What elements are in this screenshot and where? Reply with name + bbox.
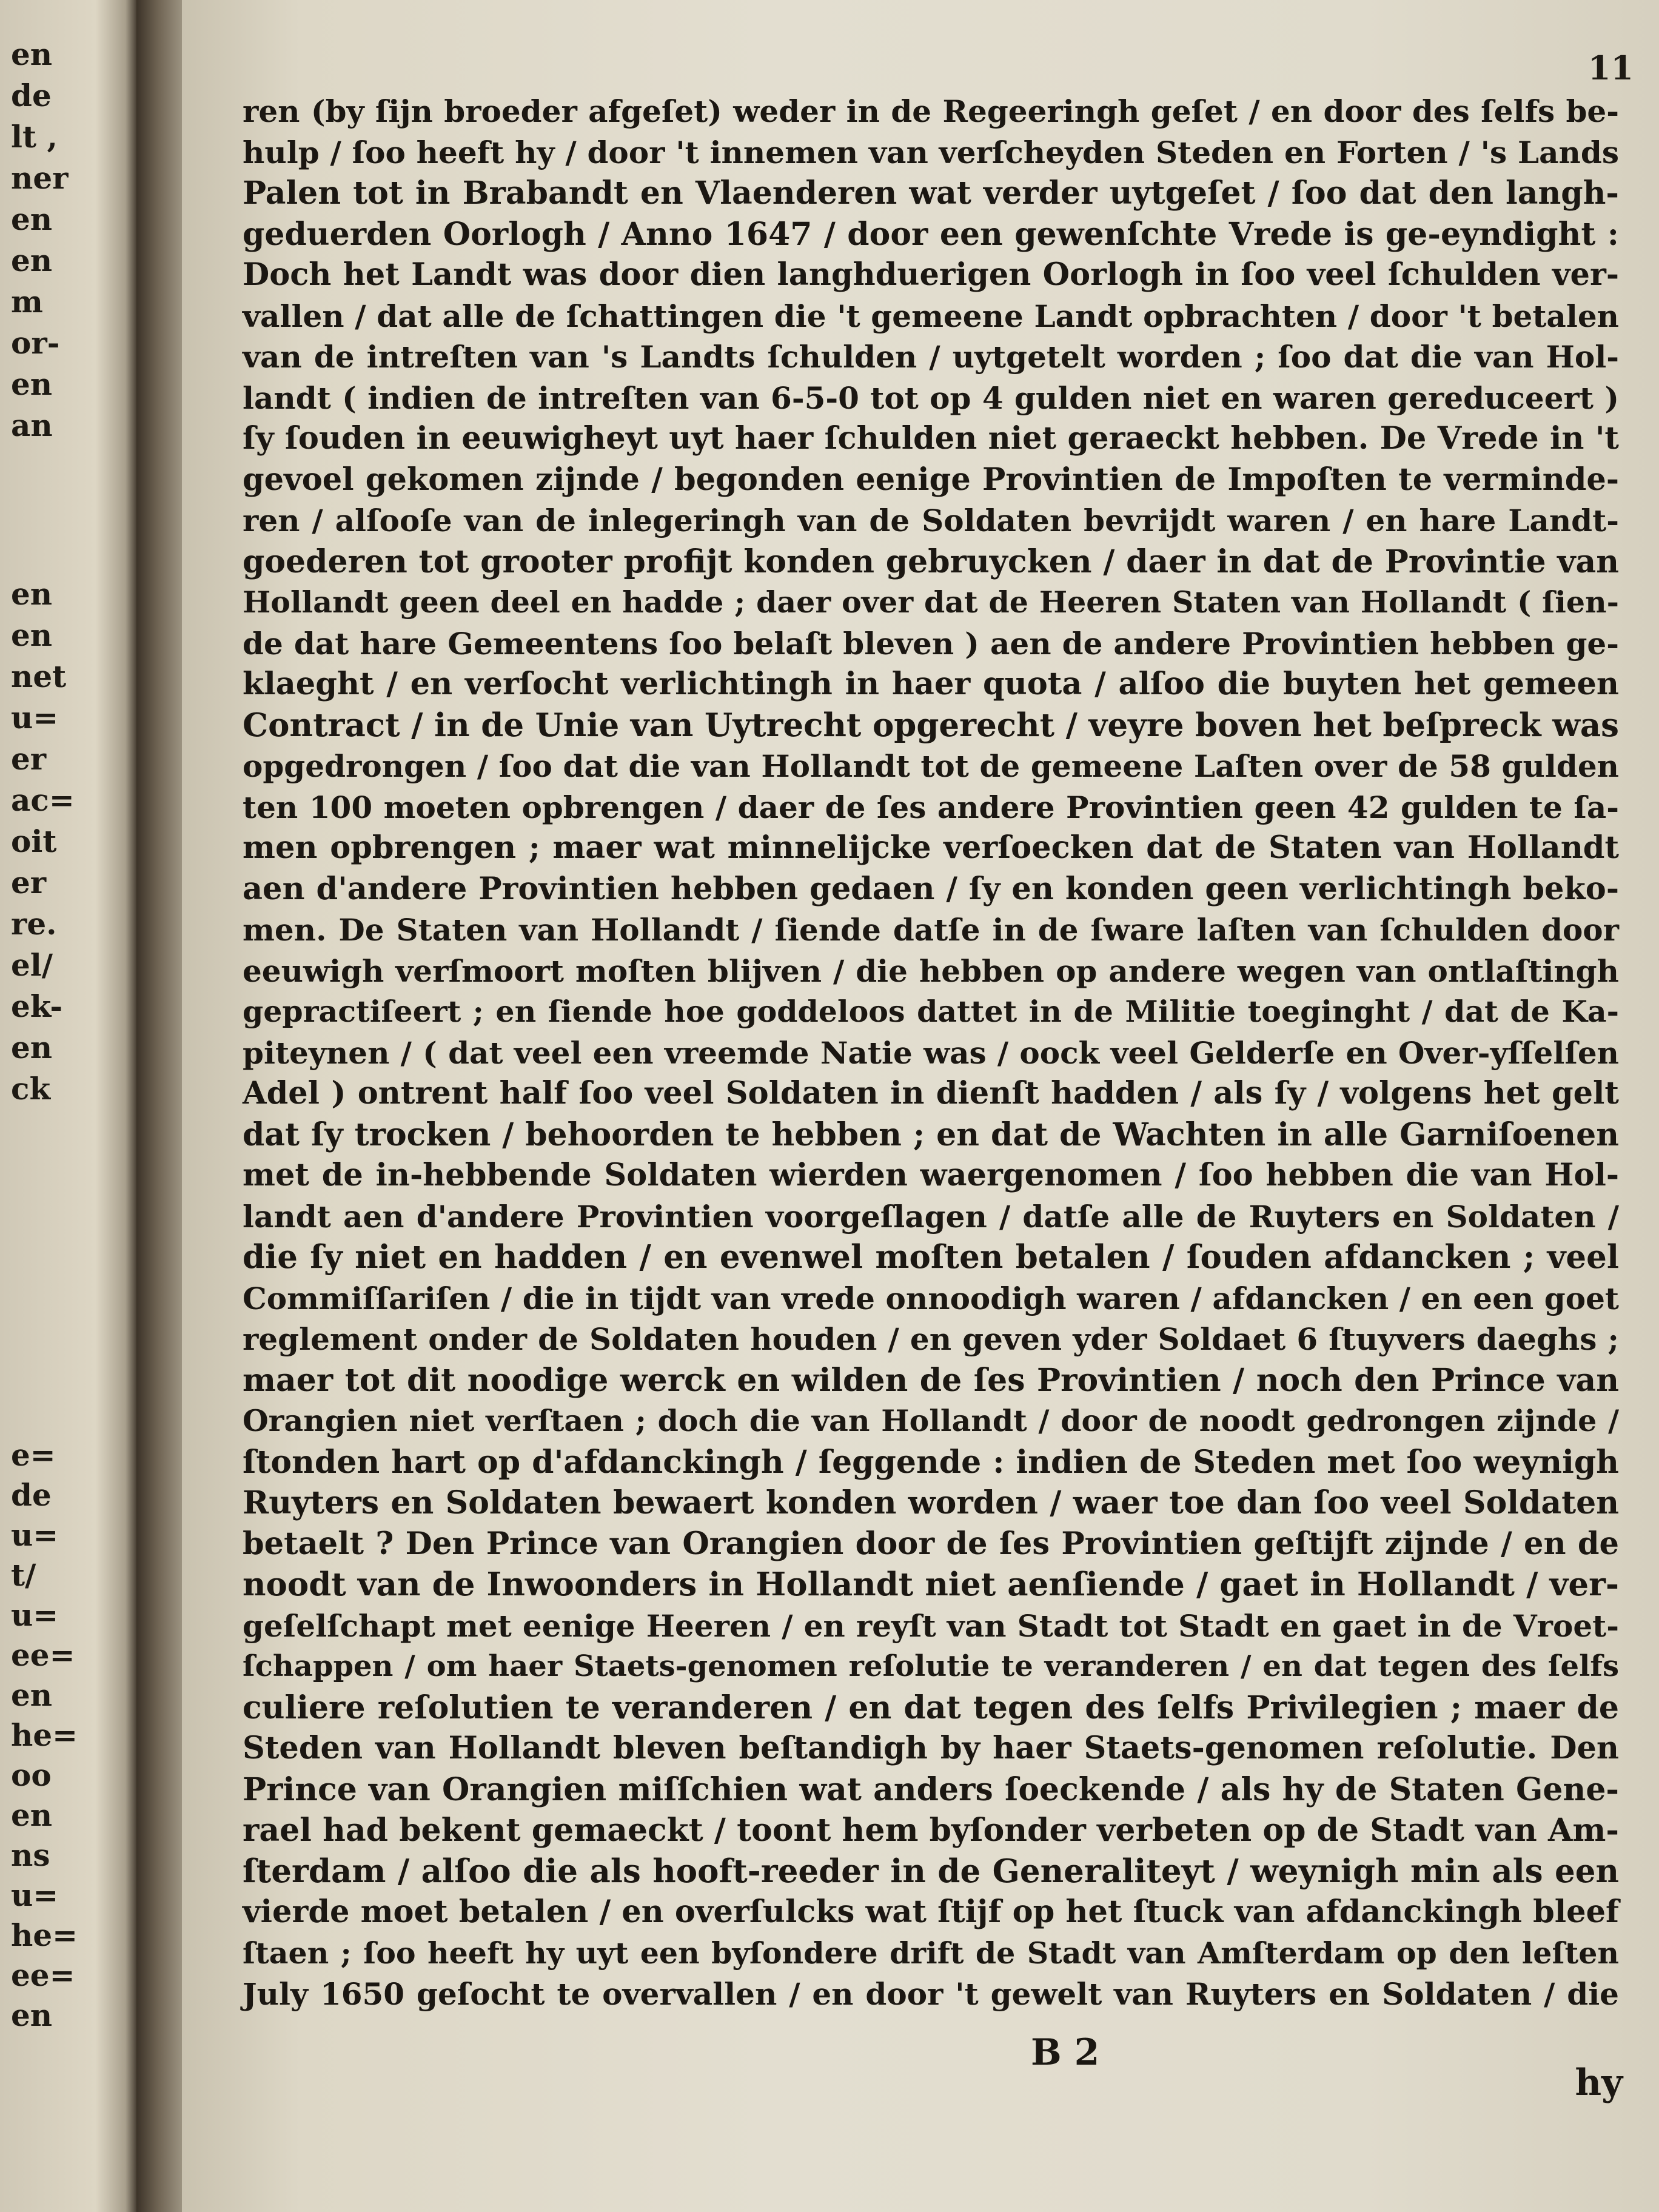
- text-line: rael had bekent gemaeckt / toont hem byſonder verbeten op de Stadt van Am-: [243, 1812, 1619, 1849]
- left-margin-fragment: el/: [11, 947, 53, 983]
- left-margin-fragment: lt ,: [11, 119, 58, 155]
- left-margin-fragment: en: [11, 1677, 53, 1713]
- left-margin-fragment: ner: [11, 160, 69, 196]
- text-line: gepractiſeert ; en ſiende hoe goddeloos dattet in de Militie toeginght / dat de Ka-: [243, 994, 1619, 1029]
- text-line: Orangien niet verſtaen ; doch die van Hollandt / door de noodt gedrongen zijnde /: [243, 1403, 1619, 1438]
- left-margin-fragment: er: [11, 741, 47, 777]
- left-margin-fragment: en: [11, 201, 53, 237]
- left-margin-fragment: en: [11, 1997, 53, 2033]
- text-line: July 1650 geſocht te overvallen / en door 't gewelt van Ruyters en Soldaten / die: [243, 1976, 1619, 2012]
- left-margin-fragment: en: [11, 36, 53, 72]
- left-margin-fragment: en: [11, 617, 53, 653]
- left-margin-fragment: en: [11, 1797, 53, 1833]
- left-margin-fragment: er: [11, 865, 47, 900]
- text-line: ren / alſooſe van de inlegeringh van de Soldaten bevrijdt waren / en hare Landt-: [243, 503, 1619, 538]
- text-line: Steden van Hollandt bleven beſtandigh by haer Staets-genomen reſolutie. Den: [243, 1730, 1619, 1766]
- text-line: geduerden Oorlogh / Anno 1647 / door een gewenſchte Vrede is ge-eyndight :: [243, 215, 1619, 253]
- left-margin-fragment: he=: [11, 1717, 78, 1753]
- left-page-edge: [0, 0, 136, 2212]
- left-margin-fragment: en: [11, 1030, 53, 1065]
- text-line: betaelt ? Den Prince van Orangien door de ſes Provintien geſtijft zijnde / en de: [243, 1525, 1619, 1562]
- left-margin-fragment: ns: [11, 1837, 50, 1873]
- text-line: vallen / dat alle de ſchattingen die 't gemeene Landt opbrachten / door 't betalen: [243, 298, 1619, 334]
- text-line: van de intreſten van 's Landts ſchulden / uytgetelt worden ; ſoo dat die van Hol-: [243, 339, 1619, 375]
- left-margin-fragment: u=: [11, 1597, 59, 1633]
- text-line: met de in-hebbende Soldaten wierden waergenomen / ſoo hebben die van Hol-: [243, 1157, 1619, 1193]
- text-line: aen d'andere Provintien hebben gedaen / ſy en konden geen verlichtingh beko-: [243, 870, 1619, 907]
- left-margin-fragment: an: [11, 407, 53, 443]
- text-line: Commiſſariſen / die in tijdt van vrede onnoodigh waren / afdancken / en een goet: [243, 1280, 1619, 1316]
- text-line: geſelſchapt met eenige Heeren / en reyſt van Stadt tot Stadt en gaet in de Vroet-: [243, 1607, 1619, 1644]
- left-margin-fragment: ck: [11, 1071, 51, 1107]
- text-line: gevoel gekomen zijnde / begonden eenige Provintien de Impoſten te verminde-: [243, 461, 1619, 498]
- text-line: ſtonden hart op d'afdanckingh / ſeggende : indien de Steden met ſoo weynigh: [243, 1443, 1619, 1481]
- text-line: goederen tot grooter profijt konden gebruycken / daer in dat de Provintie van: [243, 543, 1619, 580]
- catchword: hy: [1575, 2062, 1623, 2104]
- left-margin-fragment: oit: [11, 823, 57, 859]
- text-line: eeuwigh verſmoort moſten blijven / die hebben op andere wegen van ontlaſtingh: [243, 953, 1619, 989]
- left-margin-fragment: ee=: [11, 1957, 75, 1993]
- text-line: hulp / ſoo heeft hy / door 't innemen van verſcheyden Steden en Forten / 's Lands: [243, 134, 1619, 170]
- text-line: ſchappen / om haer Staets-genomen reſolutie te veranderen / en dat tegen des ſelfs: [243, 1649, 1619, 1683]
- text-line: reglement onder de Soldaten houden / en geven yder Soldaet 6 ſtuyvers daeghs ;: [243, 1321, 1619, 1357]
- right-page: [182, 0, 1659, 2212]
- text-line: dat ſy trocken / behoorden te hebben ; en dat de Wachten in alle Garniſoenen: [243, 1116, 1619, 1153]
- text-line: landt ( indien de intreſten van 6-5-0 tot op 4 gulden niet en waren gereduceert ): [243, 380, 1619, 416]
- text-line: Doch het Landt was door dien langhduerigen Oorlogh in ſoo veel ſchulden ver-: [243, 256, 1619, 293]
- left-margin-fragment: u=: [11, 1877, 59, 1913]
- left-margin-fragment: oo: [11, 1757, 52, 1793]
- text-line: vierde moet betalen / en overſulcks wat ſtijf op het ſtuck van afdanckingh bleef: [243, 1894, 1619, 1930]
- text-line: Hollandt geen deel en hadde ; daer over dat de Heeren Staten van Hollandt ( ſien-: [243, 585, 1619, 620]
- left-margin-fragment: en: [11, 366, 53, 402]
- text-line: de dat hare Gemeentens ſoo belaſt bleven ) aen de andere Provintien hebben ge-: [243, 625, 1619, 662]
- left-margin-fragment: en: [11, 243, 53, 278]
- text-line: ſterdam / alſoo die als hooft-reeder in de Generaliteyt / weynigh min als een: [243, 1852, 1619, 1890]
- text-line: ren (by ſijn broeder afgeſet) weder in de Regeeringh geſet / en door des ſelfs be-: [243, 93, 1619, 129]
- left-margin-fragment: en: [11, 576, 53, 612]
- left-margin-fragment: de: [11, 1477, 52, 1513]
- left-margin-fragment: he=: [11, 1917, 78, 1953]
- text-line: Prince van Orangien miſſchien wat anders ſoeckende / als hy de Staten Gene-: [243, 1771, 1619, 1808]
- page-number: 11: [1587, 49, 1634, 87]
- left-margin-fragment: m: [11, 284, 43, 320]
- left-margin-fragment: e=: [11, 1437, 56, 1473]
- text-line: ſtaen ; ſoo heeft hy uyt een byſondere drift de Stadt van Amſterdam op den leſten: [243, 1935, 1619, 1971]
- text-line: opgedrongen / ſoo dat die van Hollandt tot de gemeene Laſten over de 58 gulden: [243, 748, 1619, 784]
- left-margin-fragment: re.: [11, 906, 57, 942]
- left-margin-fragment: net: [11, 659, 67, 694]
- left-margin-fragment: u=: [11, 1517, 59, 1553]
- left-margin-fragment: de: [11, 78, 52, 113]
- left-margin-fragment: t/: [11, 1557, 36, 1593]
- text-line: culiere reſolutien te veranderen / en dat tegen des ſelfs Privilegien ; maer de: [243, 1689, 1619, 1726]
- signature-mark: B 2: [1031, 2031, 1100, 2074]
- text-line: piteynen / ( dat veel een vreemde Natie was / oock veel Gelderſe en Over-yſſelſen: [243, 1034, 1619, 1071]
- text-line: men. De Staten van Hollandt / ſiende datſe in de ſware laſten van ſchulden door: [243, 912, 1619, 948]
- text-line: die ſy niet en hadden / en evenwel moſten betalen / ſouden afdancken ; veel: [243, 1238, 1619, 1276]
- body-text: [243, 91, 1619, 2015]
- text-line: Adel ) ontrent half ſoo veel Soldaten in dienſt hadden / als ſy / volgens het gelt: [243, 1075, 1619, 1111]
- text-line: Palen tot in Brabandt en Vlaenderen wat verder uytgeſet / ſoo dat den langh-: [243, 175, 1619, 212]
- text-line: men opbrengen ; maer wat minnelijcke verſoecken dat de Staten van Hollandt: [243, 830, 1619, 866]
- text-line: ſy ſouden in eeuwigheyt uyt haer ſchulden niet geraeckt hebben. De Vrede in 't: [243, 420, 1619, 457]
- text-line: ten 100 moeten opbrengen / daer de ſes andere Provintien geen 42 gulden te ſa-: [243, 789, 1619, 825]
- left-margin-fragment: ee=: [11, 1637, 75, 1673]
- left-margin-fragment: ac=: [11, 782, 75, 818]
- text-line: maer tot dit noodige werck en wilden de ſes Provintien / noch den Prince van: [243, 1361, 1619, 1399]
- text-line: klaeght / en verſocht verlichtingh in haer quota / alſoo die buyten het gemeen: [243, 666, 1619, 702]
- left-margin-fragment: ek-: [11, 988, 63, 1024]
- text-line: landt aen d'andere Provintien voorgeſlagen / datſe alle de Ruyters en Soldaten /: [243, 1198, 1619, 1235]
- text-line: Ruyters en Soldaten bewaert konden worden / waer toe dan ſoo veel Soldaten: [243, 1484, 1619, 1521]
- text-line: Contract / in de Unie van Uytrecht opgerecht / veyre boven het beſpreck was: [243, 706, 1619, 744]
- left-margin-fragment: u=: [11, 700, 59, 736]
- text-line: noodt van de Inwoonders in Hollandt niet aenſiende / gaet in Hollandt / ver-: [243, 1566, 1619, 1603]
- left-margin-fragment: or-: [11, 325, 60, 361]
